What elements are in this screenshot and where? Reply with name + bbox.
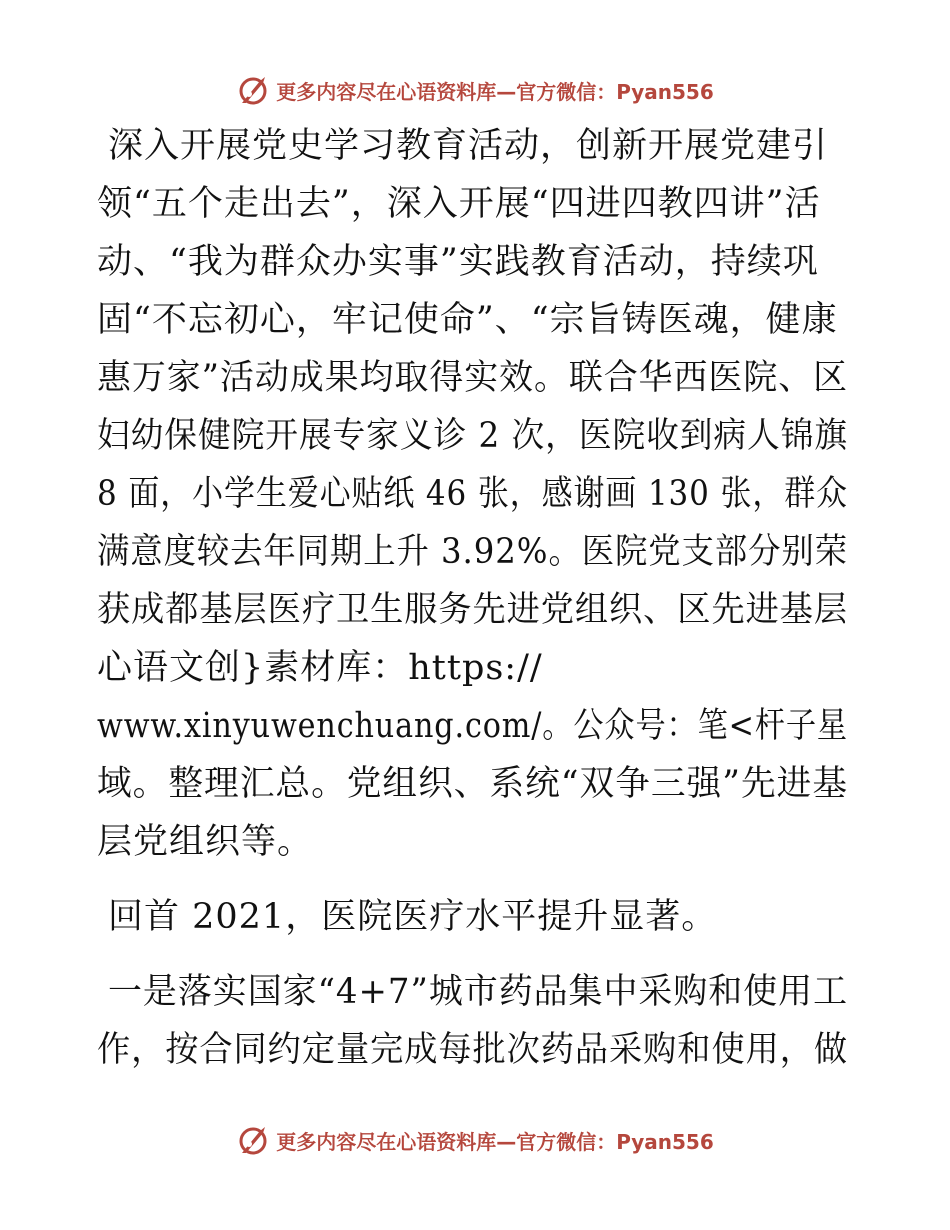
text-line: 回首 2021，医院医疗水平提升显著。 [108,897,718,937]
text-line: 一是落实国家“4+7”城市药品集中采购和使用工 [108,972,848,1012]
text-line: 固“不忘初心，牢记使命”、“宗旨铸医魂，健康 [97,300,838,340]
text-line: 8 面，小学生爱心贴纸 46 张，感谢画 130 张，群众 [97,474,848,514]
text-line: 妇幼保健院开展专家义诊 2 次，医院收到病人锦旗 [97,416,848,456]
text-line: www.xinyuwenchuang.com/。公众号：笔<杆子星 [97,706,848,746]
pen-circle-logo-icon [236,73,270,107]
text-line: 心语文创}素材库：https:// [97,648,543,688]
text-line: 作，按合同约定量完成每批次药品采购和使用，做 [97,1030,848,1070]
watermark-label: 更多内容尽在心语资料库—官方微信：Pyan556 [276,1129,714,1154]
text-line: 动、“我为群众办实事”实践教育活动，持续巩 [97,242,819,282]
text-line: 惠万家”活动成果均取得实效。联合华西医院、区 [97,358,848,398]
footer-watermark [0,1120,950,1160]
text-line: 满意度较去年同期上升 3.92%。医院党支部分别荣 [97,532,848,572]
text-line: 领“五个走出去”，深入开展“四进四教四讲”活 [97,184,821,224]
text-line: 层党组织等。 [97,822,314,862]
text-line: 域。整理汇总。党组织、系统“双争三强”先进基 [97,764,848,804]
watermark-label: 更多内容尽在心语资料库—官方微信：Pyan556 [276,79,714,104]
text-line: 获成都基层医疗卫生服务先进党组织、区先进基层 [97,590,848,630]
pen-circle-logo-icon [236,1123,270,1157]
header-watermark [0,70,950,110]
text-line: 深入开展党史学习教育活动，创新开展党建引 [108,126,829,166]
